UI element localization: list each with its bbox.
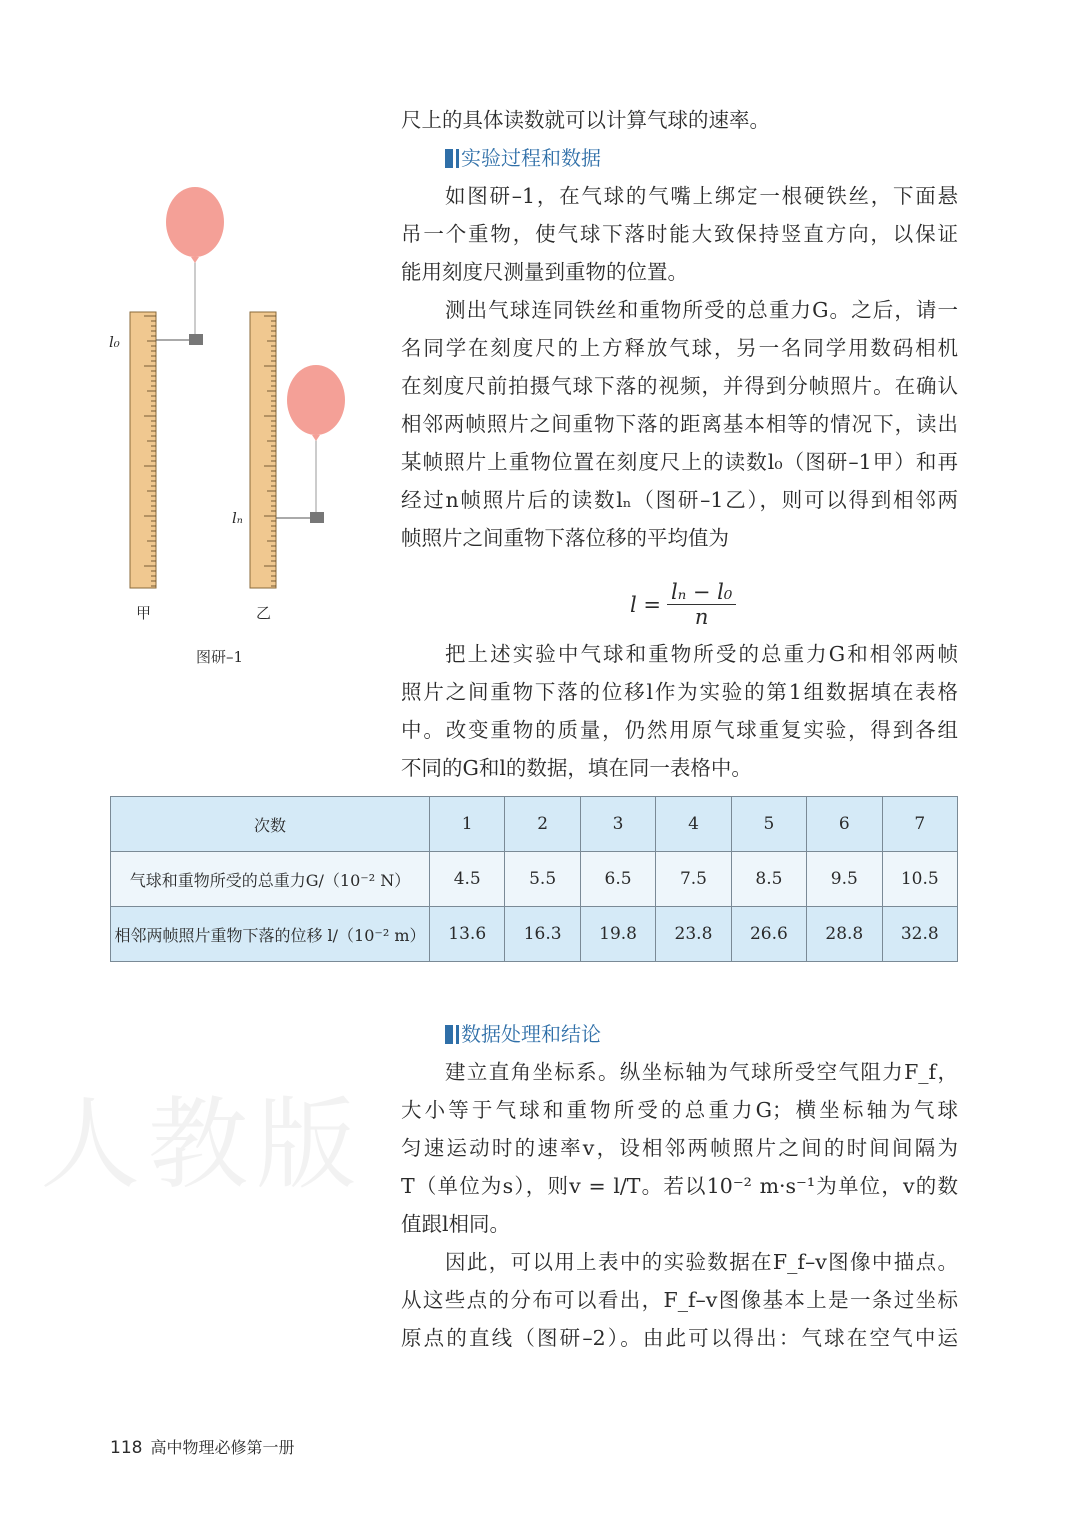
sublabel-a: 甲 xyxy=(136,604,152,622)
text-line: 名同学在刻度尺的上方释放气球，另一名同学用数码相机 xyxy=(401,336,958,360)
table-cell: 5.5 xyxy=(505,852,580,907)
table-cell: 8.5 xyxy=(731,852,806,907)
text-line: 值跟l相同。 xyxy=(401,1212,511,1236)
table-cell: 6 xyxy=(807,797,882,852)
table-row xyxy=(111,907,958,962)
table-cell: 32.8 xyxy=(882,907,957,962)
table-cell: 5 xyxy=(731,797,806,852)
page-footer xyxy=(110,1435,294,1458)
heading-bar-icon xyxy=(445,149,456,168)
table-cell: 7.5 xyxy=(656,852,731,907)
table-cell: 23.8 xyxy=(656,907,731,962)
text-line: 从这些点的分布可以看出，F_f–v图像基本上是一条过坐标 xyxy=(401,1288,958,1312)
text-line: 原点的直线（图研–2）。由此可以得出：气球在空气中运 xyxy=(401,1326,958,1350)
figure-caption: 图研–1 xyxy=(196,648,244,666)
text-line: 相邻两帧照片之间重物下落的距离基本相等的情况下，读出 xyxy=(401,412,958,436)
balloon-b-knot xyxy=(312,435,320,441)
balloon-b xyxy=(287,365,345,435)
label-l0: l₀ xyxy=(109,333,120,351)
text-line: 匀速运动时的速率v，设相邻两帧照片之间的时间间隔为 xyxy=(401,1136,958,1160)
ruler-a xyxy=(130,312,156,588)
text-line: T（单位为s），则v = l/T。若以10⁻² m·s⁻¹为单位，v的数 xyxy=(401,1174,958,1198)
table-cell: 1 xyxy=(430,797,505,852)
text-line: 在刻度尺前拍摄气球下落的视频，并得到分帧照片。在确认 xyxy=(401,374,958,398)
heading-bar-icon xyxy=(445,1025,456,1044)
sublabel-b: 乙 xyxy=(256,604,272,622)
section-heading-analysis: 数据处理和结论 xyxy=(445,1015,601,1053)
text-line: 如图研–1，在气球的气嘴上绑定一根硬铁丝，下面悬 xyxy=(445,184,958,208)
ruler-b xyxy=(250,312,276,588)
label-ln: lₙ xyxy=(232,509,243,527)
text-line: 吊一个重物，使气球下落时能大致保持竖直方向，以保证 xyxy=(401,222,958,246)
table-cell: 4.5 xyxy=(430,852,505,907)
text-line: 不同的G和l的数据，填在同一表格中。 xyxy=(401,756,752,780)
table-cell: 10.5 xyxy=(882,852,957,907)
text-line: 尺上的具体读数就可以计算气球的速率。 xyxy=(401,108,770,132)
text-line: 帧照片之间重物下落位移的平均值为 xyxy=(401,526,729,550)
table-cell: 16.3 xyxy=(505,907,580,962)
page-number: 118 xyxy=(110,1438,143,1458)
ruler-body xyxy=(130,312,156,588)
table-row xyxy=(111,797,958,852)
table-cell: 6.5 xyxy=(580,852,655,907)
table-cell: 7 xyxy=(882,797,957,852)
row-header: 气球和重物所受的总重力G/（10⁻² N） xyxy=(111,852,430,907)
text-line: 经过n帧照片后的读数lₙ（图研–1乙），则可以得到相邻两 xyxy=(401,488,958,512)
balloon-a xyxy=(166,187,224,257)
balloon-a-knot xyxy=(191,257,199,263)
weight-b xyxy=(310,512,324,523)
table-cell: 19.8 xyxy=(580,907,655,962)
text-line: 把上述实验中气球和重物所受的总重力G和相邻两帧 xyxy=(445,642,958,666)
watermark: 人教版 xyxy=(40,1086,364,1203)
text-line: 测出气球连同铁丝和重物所受的总重力G。之后，请一 xyxy=(445,298,958,322)
text-line: 中。改变重物的质量，仍然用原气球重复实验，得到各组 xyxy=(401,718,958,742)
section-heading-experiment: 实验过程和数据 xyxy=(445,139,601,177)
table-cell: 28.8 xyxy=(807,907,882,962)
text-line: 能用刻度尺测量到重物的位置。 xyxy=(401,260,688,284)
table-cell: 3 xyxy=(580,797,655,852)
book-title: 高中物理必修第一册 xyxy=(150,1438,295,1457)
figure-balloon-ruler xyxy=(0,0,380,640)
ruler-body xyxy=(250,312,276,588)
text-line: 照片之间重物下落的位移l作为实验的第1组数据填在表格 xyxy=(401,680,958,704)
weight-a xyxy=(189,334,203,345)
table-cell: 9.5 xyxy=(807,852,882,907)
table-row xyxy=(111,852,958,907)
table-cell: 13.6 xyxy=(430,907,505,962)
table-cell: 2 xyxy=(505,797,580,852)
formula-average-displacement: l = $\frac{\text{lₙ − l₀}}{n}$ xyxy=(630,580,736,629)
text-line: 大小等于气球和重物所受的总重力G；横坐标轴为气球 xyxy=(401,1098,958,1122)
table-cell: 4 xyxy=(656,797,731,852)
data-table xyxy=(110,796,958,962)
table-cell: 26.6 xyxy=(731,907,806,962)
text-line: 因此，可以用上表中的实验数据在F_f–v图像中描点。 xyxy=(445,1250,958,1274)
row-header: 次数 xyxy=(111,797,430,852)
text-line: 建立直角坐标系。纵坐标轴为气球所受空气阻力F_f， xyxy=(445,1060,958,1084)
row-header: 相邻两帧照片重物下落的位移 l/（10⁻² m） xyxy=(111,907,430,962)
text-line: 某帧照片上重物位置在刻度尺上的读数l₀（图研–1甲）和再 xyxy=(401,450,958,474)
